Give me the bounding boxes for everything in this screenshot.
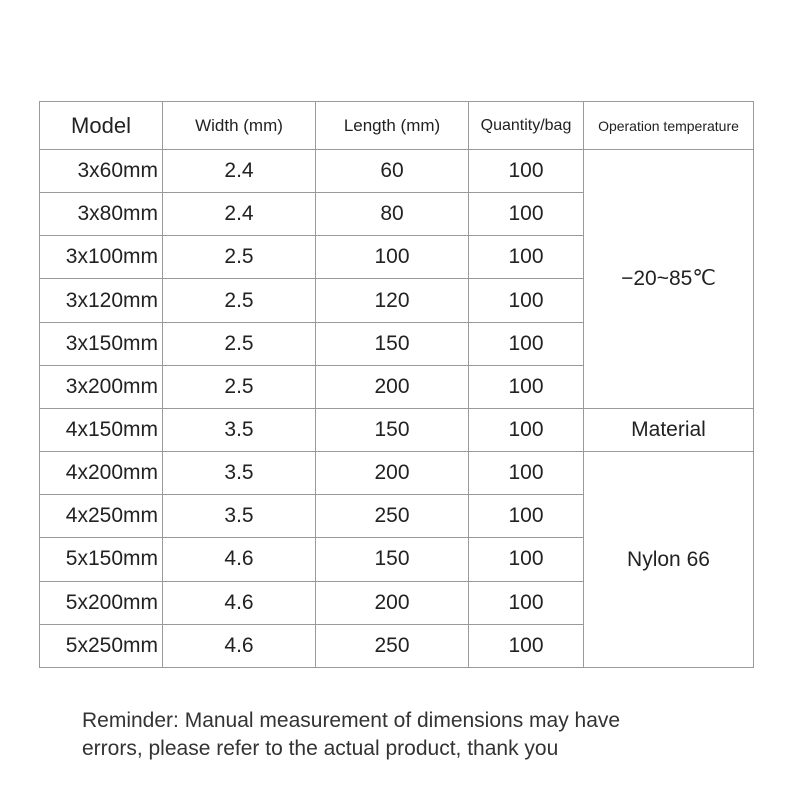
quantity-cell: 100 [469,365,584,408]
width-cell: 3.5 [163,408,316,451]
table-row [40,408,754,451]
model-cell: 5x150mm [40,538,163,581]
width-cell: 2.4 [163,150,316,193]
quantity-cell: 100 [469,279,584,322]
width-cell: 4.6 [163,624,316,667]
reminder-note [82,707,762,763]
length-cell: 200 [316,365,469,408]
model-cell: 3x60mm [40,150,163,193]
quantity-cell: 100 [469,150,584,193]
model-cell: 4x200mm [40,452,163,495]
width-cell: 4.6 [163,581,316,624]
model-cell: 3x80mm [40,193,163,236]
width-cell: 2.5 [163,236,316,279]
length-cell: 150 [316,322,469,365]
length-cell: 250 [316,624,469,667]
quantity-cell: 100 [469,322,584,365]
model-cell: 3x200mm [40,365,163,408]
quantity-cell: 100 [469,538,584,581]
header-length: Length (mm) [316,102,469,150]
length-cell: 100 [316,236,469,279]
length-cell: 200 [316,452,469,495]
reminder-line-1: Reminder: Manual measurement of dimensions may have [82,709,621,732]
width-cell: 3.5 [163,452,316,495]
header-row [40,102,754,150]
length-cell: 150 [316,538,469,581]
length-cell: 200 [316,581,469,624]
quantity-cell: 100 [469,624,584,667]
model-cell: 5x200mm [40,581,163,624]
width-cell: 2.5 [163,365,316,408]
length-cell: 120 [316,279,469,322]
model-cell: 3x100mm [40,236,163,279]
model-cell: 5x250mm [40,624,163,667]
header-quantity: Quantity/bag [469,102,584,150]
material-value: Nylon 66 [584,452,754,668]
temperature-value: −20~85℃ [584,150,754,409]
width-cell: 2.4 [163,193,316,236]
width-cell: 2.5 [163,279,316,322]
length-cell: 250 [316,495,469,538]
header-operation-temperature: Operation temperature [584,102,754,150]
material-label: Material [584,408,754,451]
reminder-line-2: errors, please refer to the actual product, thank you [82,737,559,760]
length-cell: 150 [316,408,469,451]
quantity-cell: 100 [469,581,584,624]
model-cell: 4x250mm [40,495,163,538]
length-cell: 60 [316,150,469,193]
quantity-cell: 100 [469,193,584,236]
model-cell: 3x150mm [40,322,163,365]
model-cell: 3x120mm [40,279,163,322]
width-cell: 2.5 [163,322,316,365]
width-cell: 3.5 [163,495,316,538]
table-row [40,150,754,193]
header-model: Model [40,102,163,150]
header-width: Width (mm) [163,102,316,150]
width-cell: 4.6 [163,538,316,581]
quantity-cell: 100 [469,236,584,279]
model-cell: 4x150mm [40,408,163,451]
length-cell: 80 [316,193,469,236]
spec-table [39,101,754,668]
quantity-cell: 100 [469,408,584,451]
quantity-cell: 100 [469,495,584,538]
table-row [40,452,754,495]
quantity-cell: 100 [469,452,584,495]
